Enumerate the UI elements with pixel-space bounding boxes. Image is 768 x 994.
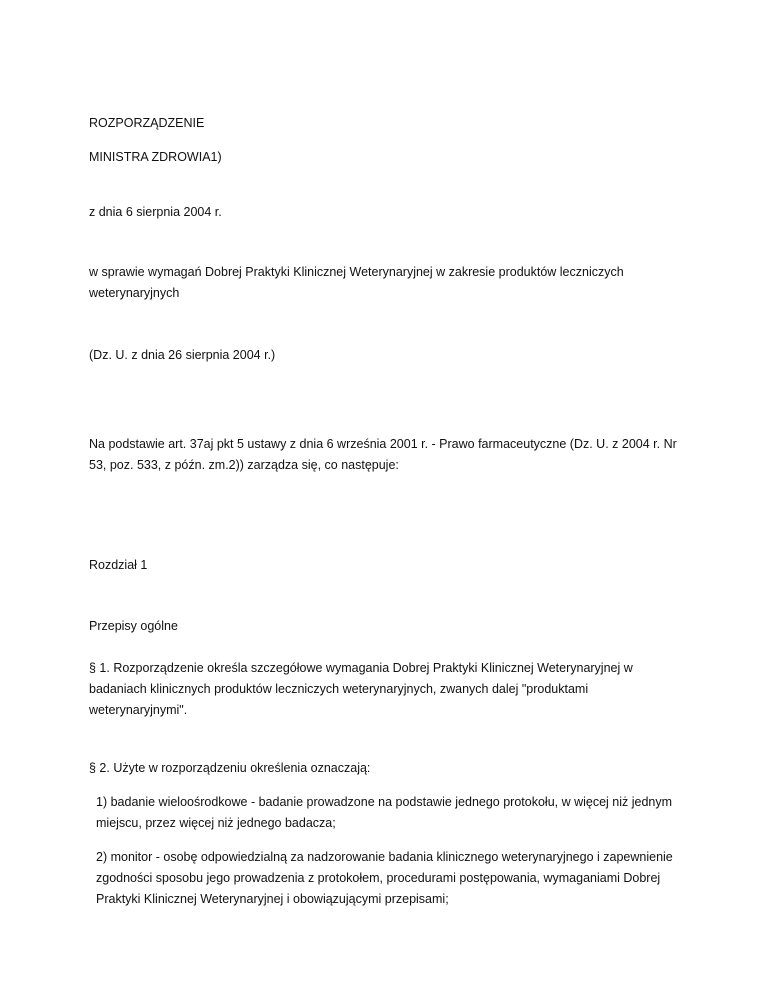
- regulation-subject: w sprawie wymagań Dobrej Praktyki Klinicznej Weterynaryjnej w zakresie produktów leczniczych weterynaryjnych: [89, 265, 624, 300]
- legal-basis: Na podstawie art. 37aj pkt 5 ustawy z dnia 6 września 2001 r. - Prawo farmaceutyczne (Dz. U. z 2004 r. Nr 53, poz. 533, z późn. zm.2)) zarządza się, co następuje:: [89, 437, 677, 472]
- chapter-title: Przepisy ogólne: [89, 619, 178, 633]
- definition-item: 1) badanie wieloośrodkowe - badanie prowadzone na podstawie jednego protokołu, w więcej niż jednym miejscu, przez więcej niż jednego badacza;: [96, 795, 673, 830]
- issuing-ministry: MINISTRA ZDROWIA1): [89, 150, 222, 164]
- section-1: § 1. Rozporządzenie określa szczegółowe wymagania Dobrej Praktyki Klinicznej Weterynaryjnej w badaniach klinicznych produktów leczniczych weterynaryjnych, zwanych dalej "produktami weterynaryjnymi".: [89, 661, 633, 717]
- chapter-number: Rozdział 1: [89, 558, 148, 572]
- publication-reference: (Dz. U. z dnia 26 sierpnia 2004 r.): [89, 348, 276, 362]
- definition-item: 2) monitor - osobę odpowiedzialną za nadzorowanie badania klinicznego weterynaryjnego i zapewnienie zgodności sposobu jego prowadzenia z protokołem, procedurami postępowania, wymaganiami Dobrej Praktyki Klinicznej Weterynaryjnej i obowiązującymi przepisami;: [96, 850, 673, 906]
- regulation-heading: ROZPORZĄDZENIE: [89, 116, 205, 130]
- section-2-intro: § 2. Użyte w rozporządzeniu określenia oznaczają:: [89, 761, 371, 775]
- regulation-date: z dnia 6 sierpnia 2004 r.: [89, 205, 222, 219]
